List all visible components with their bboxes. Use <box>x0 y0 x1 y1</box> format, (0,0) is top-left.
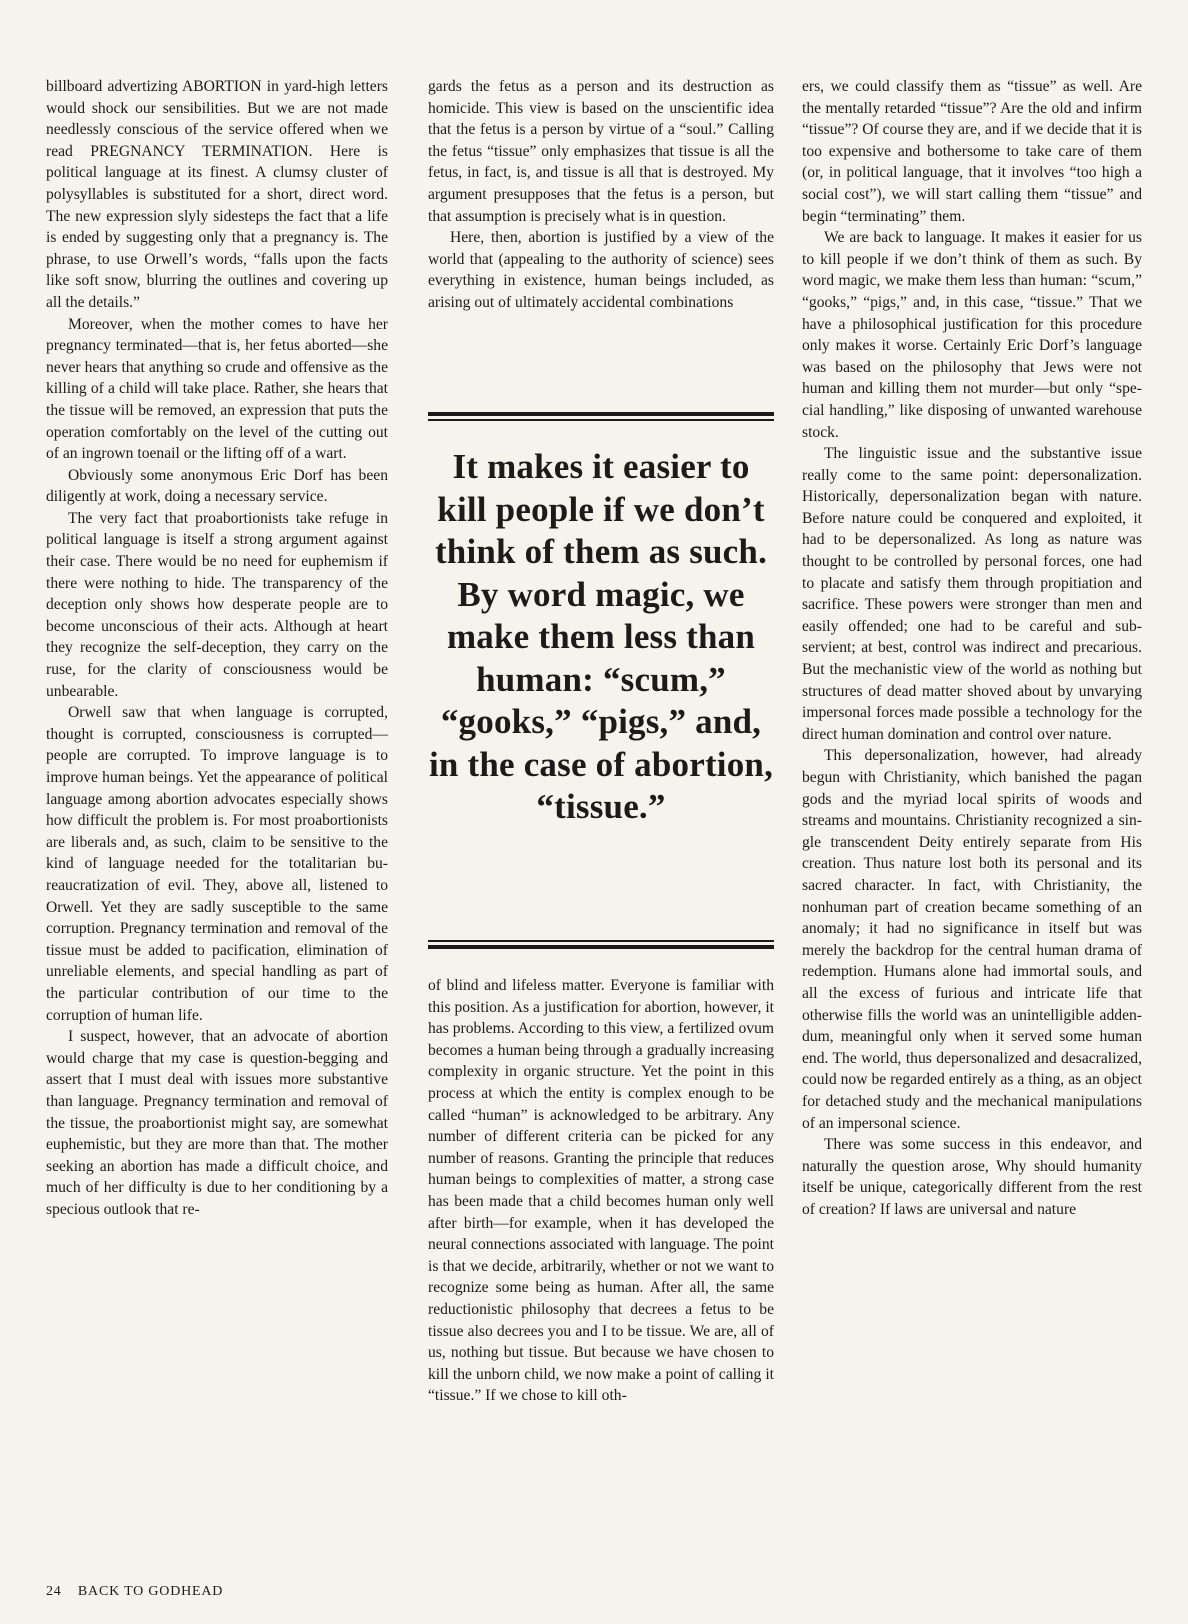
pull-quote-box <box>428 412 774 952</box>
paragraph: The very fact that proabortionists take refuge in political language is itself a strong argument against their case. There would be no need for euphemism if there were nothing to hide. The transparency of the deception only shows how desperate people are to become unconscious of their acts. Although at heart they recognize the self-deception, they carry on the ruse, for the clarity of consciousness would be unbearable. <box>46 509 388 700</box>
paragraph: billboard advertizing ABORTION in yard-high letters would shock our sensibilities. But we are not made needlessly conscious of the service offered when we read PREGNANCY TERMINATION. Here is political language at its finest. A clumsy cluster of polysyllables is substituted for a short, direct word. The new expression slyly sidesteps the fact that a life is ended by suggesting only that a pregnancy is. The phrase, to use Orwell’s words, “falls upon the facts like soft snow, blurring the outlines and covering up all the details.” <box>46 78 388 311</box>
paragraph: This depersonalization, however, had already begun with Christianity, which banished the pagan gods and the myriad local spirits of woods and streams and mountains. Christianity recognized a single transcendent Deity entirely separate from His creation. Thus nature lost both its personal and its sacred character. In fact, with Christianity, the nonhuman part of creation became something of an anomaly; it had no significance in itself but was merely the backdrop for the central human drama of redemption. Humans alone had immortal souls, and all the excess of furious and intricate life that otherwise fills the world was an unintelligible addendum, meaningful only when it served some human end. The world, thus depersonalized and desacralized, could now be regarded entirely as a thing, as an object for detached study and the mechanical manipulations of an impersonal science. <box>802 747 1142 1132</box>
paragraph: ers, we could classify them as “tissue” as well. Are the mentally retarded “tissue”? Are the old and infirm “tissue”? Of course they are, and if we decide that it is too expensive and bothersome to take care of them (or, in political language, that it involves “too high a social cost”), we will start calling them “tissue” and begin “terminating” them. <box>802 78 1142 225</box>
paragraph: We are back to language. It makes it easier for us to kill people if we don’t think of them as such. By word magic, we make them less than human: “scum,” “gooks,” “pigs,” and, in this case, “tissue.” That we have a philosophical justification for this procedure only makes it worse. Certainly Eric Dorf’s language was based on the philosophy that Jews were not human and killing them not murder—but only “special handling,” like disposing of unwanted warehouse stock. <box>802 229 1142 441</box>
paragraph: Obviously some anonymous Eric Dorf has been diligently at work, doing a necessary service. <box>46 466 388 506</box>
paragraph: I suspect, however, that an advocate of abortion would charge that my case is question-begging and assert that I must deal with issues more substantive than language. Pregnancy termination and removal of the tissue, the proabortionist might say, are somewhat euphemistic, but they are more than that. The mother seeking an abortion has made a difficult choice, and much of her difficulty is due to her conditioning by a specious outlook that re- <box>46 1028 388 1218</box>
pull-quote-top-rule <box>428 412 774 421</box>
text-column-2-bottom <box>428 975 774 1407</box>
text-column-3 <box>802 76 1142 1220</box>
paragraph: gards the fetus as a person and its destruction as homicide. This view is based on the unscientific idea that the fetus is a person by virtue of a “soul.” Calling the fetus “tissue” only emphasizes that tissue is all the fetus, in fact, is, and tissue is all that is destroyed. My argument presupposes that the fetus is a person, but that assumption is precisely what is in question. <box>428 78 774 225</box>
paragraph: The linguistic issue and the substantive issue really come to the same point: depersonalization. Historically, depersonalization began with nature. Before nature could be conquered and exploited, it had to be depersonalized. As long as nature was thought to be controlled by personal forces, one had to placate and satisfy them through propitiation and sacrifice. These powers were stronger than men and easily offended; one had to be careful and subservient; at best, control was indirect and precarious. But the mechanistic view of the world as nothing but structures of dead matter shoved about by unvarying impersonal forces made possible a technology for the direct human domination and control over nature. <box>802 445 1142 743</box>
pull-quote: It makes it easier to kill people if we don’t think of them as such. By word magic, we make them less than human: “scum,” “gooks,” “pigs,” and, in the case of abortion, “tissue.” <box>428 447 774 826</box>
paragraph: Here, then, abortion is justified by a view of the world that (appealing to the authority of science) sees everything in existence, human beings included, as arising out of ultimately accidental combinations <box>428 229 774 311</box>
paragraph: There was some success in this endeavor, and naturally the question arose, Why should humanity itself be unique, categorically different from the rest of creation? If laws are universal and nature <box>802 1136 1142 1218</box>
pull-quote-bottom-rule <box>428 940 774 949</box>
page-number: 24 <box>46 1584 62 1599</box>
paragraph: Moreover, when the mother comes to have her pregnancy terminated—that is, her fetus aborted—she never hears that anything so crude and offensive as the killing of a child will take place. Rather, she hears that the tissue will be removed, an expression that puts the operation comfortably on the level of the cutting out of an ingrown toenail or the lifting off of a wart. <box>46 315 388 463</box>
text-column-2-top <box>428 76 774 314</box>
page-footer <box>46 1584 223 1600</box>
publication-name: BACK TO GODHEAD <box>77 1584 224 1599</box>
text-column-1 <box>46 76 388 1220</box>
paragraph: of blind and lifeless matter. Everyone is familiar with this position. As a justification for abortion, however, it has problems. According to this view, a fertilized ovum becomes a human being through a gradually increasing complexity in organic structure. Yet the point in this process at which the entity is complex enough to be called “human” is acknowledged to be arbitrary. Any number of different criteria can be picked for any number of reasons. Granting the principle that reduces human beings to complexities of matter, a strong case has been made that a child becomes human only well after birth—for example, when it has developed the neural connections associated with language. The point is that we decide, arbitrarily, whether or not we want to recognize some being as human. After all, the same reductionistic philosophy that decrees a fetus to be tissue also decrees you and I to be tissue. We are, all of us, nothing but tissue. But because we have chosen to kill the unborn child, we now make a point of calling it “tissue.” If we chose to kill oth- <box>428 977 774 1405</box>
paragraph: Orwell saw that when language is corrupted, thought is corrupted, consciousness is corrupted—people are corrupted. To improve language is to improve human beings. Yet the appearance of political language among abortion advocates especially shows how difficult the problem is. For most proabortionists are liberals and, as such, claim to be sensitive to the kind of language needed for the totalitarian bureaucratization of evil. They, above all, listened to Orwell. Yet they are sadly susceptible to the same corruption. Pregnancy termination and removal of the tissue must be added to pacification, elimination of unreliable elements, and special handling as part of the particular contribution of our time to the corruption of human life. <box>46 704 388 1024</box>
